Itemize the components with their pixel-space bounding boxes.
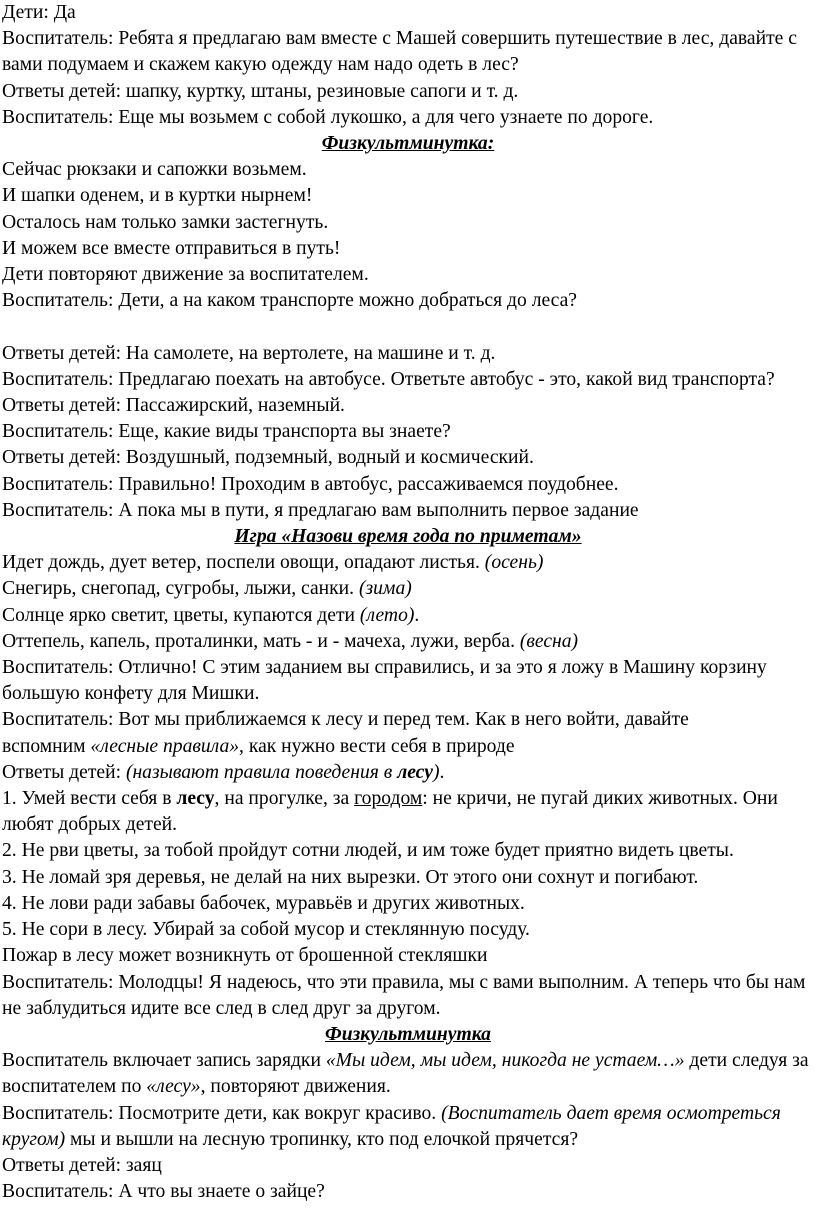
text-line: Ответы детей: Пассажирский, наземный. xyxy=(2,395,345,417)
text-line: Воспитатель: Предлагаю поехать на автобусе. Ответьте автобус - это, какой вид транспорта? xyxy=(2,368,775,390)
text-line: Ответы детей: Воздушный, подземный, водный и космический. xyxy=(2,447,534,469)
season-line xyxy=(2,576,814,602)
season-line xyxy=(2,603,814,629)
season-answer: (зима) xyxy=(358,578,412,600)
text-line: не заблудиться идите все след в след друг за другом. xyxy=(2,997,441,1019)
text-line: Воспитатель: Вот мы приближаемся к лесу и перед тем. Как в него войти, давайте xyxy=(2,709,689,731)
text-run: воспитателем по xyxy=(2,1076,147,1098)
text-run: Воспитатель: Посмотрите дети, как вокруг красиво. xyxy=(2,1102,442,1124)
season-answer: (лето) xyxy=(359,604,415,626)
blank-line xyxy=(2,314,814,340)
text-line: Воспитатель: Ребята я предлагаю вам вместе с Машей совершить путешествие в лес, давайте с xyxy=(2,28,797,50)
text-line: Дети: Да xyxy=(2,2,76,23)
text-line xyxy=(2,1048,814,1074)
bold-run: лесу xyxy=(176,788,215,810)
text-line xyxy=(2,1127,814,1153)
poem-line: Сейчас рюкзаки и сапожки возьмем. xyxy=(2,159,307,181)
text-line: Воспитатель: А что вы знаете о зайце? xyxy=(2,1181,325,1203)
poem-line: И шапки оденем, и в куртки нырнем! xyxy=(2,185,313,207)
italic-run: «Мы идем, мы идем, никогда не устаем…» xyxy=(325,1050,685,1072)
text-run: , на прогулке, за xyxy=(214,788,355,810)
underlined-link-text: городом xyxy=(354,788,423,810)
rule-line: любят добрых детей. xyxy=(2,814,178,836)
season-punct: . xyxy=(414,604,420,626)
text-line: Дети повторяют движение за воспитателем. xyxy=(2,264,369,286)
italic-run: «лесу» xyxy=(146,1076,201,1098)
text-run: мы и вышли на лесную тропинку, кто под елочкой прячется? xyxy=(65,1128,579,1150)
season-clue: Солнце ярко светит, цветы, купаются дети xyxy=(2,604,360,626)
bold-run: лесу xyxy=(397,761,433,783)
text-run: Ответы детей: xyxy=(2,761,126,783)
text-run: : не кричи, не пугай диких животных. Они xyxy=(422,788,778,810)
season-line xyxy=(2,550,814,576)
italic-run: (Воспитатель дает время осмотреться xyxy=(441,1102,781,1124)
text-line: Воспитатель: Еще, какие виды транспорта вы знаете? xyxy=(2,421,451,443)
season-answer: (весна) xyxy=(519,630,579,652)
text-line: Ответы детей: шапку, куртку, штаны, резиновые сапоги и т. д. xyxy=(2,80,519,102)
text-run: . xyxy=(439,761,445,783)
season-answer: (осень) xyxy=(484,552,544,574)
text-line xyxy=(2,760,814,786)
text-line: большую конфету для Мишки. xyxy=(2,683,260,705)
text-line: вами подумаем и скажем какую одежду нам надо одеть в лес? xyxy=(2,54,519,76)
rule-line: 5. Не сори в лесу. Убирай за собой мусор и стеклянную посуду. xyxy=(2,919,530,941)
text-line xyxy=(2,1074,814,1100)
text-line: Ответы детей: заяц xyxy=(2,1154,162,1176)
poem-line: Осталось нам только замки застегнуть. xyxy=(2,211,329,233)
poem-line: И можем все вместе отправиться в путь! xyxy=(2,237,341,259)
italic-run: (называют правила поведения в xyxy=(125,761,398,783)
rule-line: 2. Не рви цветы, за тобой пройдут сотни людей, и им тоже будет приятно видеть цветы. xyxy=(2,840,734,862)
text-run: вспомним xyxy=(2,735,91,757)
text-line: Воспитатель: Отлично! С этим заданием вы справились, и за это я ложу в Машину корзину xyxy=(2,657,767,679)
rule-line: 4. Не лови ради забавы бабочек, муравьёв и других животных. xyxy=(2,892,525,914)
section-heading-fizkultminutka: Физкультминутка: xyxy=(321,133,495,155)
section-heading-game: Игра «Назови время года по приметам» xyxy=(234,526,582,548)
section-heading-fizkultminutka-2: Физкультминутка xyxy=(325,1023,491,1045)
text-line: Воспитатель: Дети, а на каком транспорте можно добраться до леса? xyxy=(2,290,577,312)
season-clue: Идет дождь, дует ветер, поспели овощи, опадают листья. xyxy=(2,552,485,574)
italic-run: ) xyxy=(432,761,440,783)
italic-run: кругом) xyxy=(2,1128,66,1150)
text-line xyxy=(2,734,814,760)
text-run: дети следуя за xyxy=(684,1050,809,1072)
text-line: Ответы детей: На самолете, на вертолете, на машине и т. д. xyxy=(2,342,496,364)
rule-line: 3. Не ломай зря деревья, не делай на них вырезки. От этого они сохнут и погибают. xyxy=(2,866,699,888)
text-line: Пожар в лесу может возникнуть от брошенной стекляшки xyxy=(2,945,488,967)
text-line: Воспитатель: Еще мы возьмем с собой лукошко, а для чего узнаете по дороге. xyxy=(2,106,654,128)
season-line xyxy=(2,629,814,655)
season-clue: Оттепель, капель, проталинки, мать - и - мачеха, лужи, верба. xyxy=(2,630,520,652)
rule-line xyxy=(2,786,814,812)
text-line: Воспитатель: А пока мы в пути, я предлагаю вам выполнить первое задание xyxy=(2,499,639,521)
italic-run: «лесные правила» xyxy=(90,735,240,757)
text-run: , как нужно вести себя в природе xyxy=(239,735,515,757)
text-run: , повторяют движения. xyxy=(200,1076,391,1098)
bold-italic-run xyxy=(397,762,433,783)
text-line: Воспитатель: Молодцы! Я надеюсь, что эти правила, мы с вами выполним. А теперь что бы нам xyxy=(2,971,806,993)
season-clue: Снегирь, снегопад, сугробы, лыжи, санки. xyxy=(2,578,359,600)
text-run: 1. Умей вести себя в xyxy=(2,788,177,810)
text-run: Воспитатель включает запись зарядки xyxy=(2,1050,326,1072)
text-line xyxy=(2,1101,814,1127)
text-line: Воспитатель: Правильно! Проходим в автобус, рассаживаемся поудобнее. xyxy=(2,473,619,495)
